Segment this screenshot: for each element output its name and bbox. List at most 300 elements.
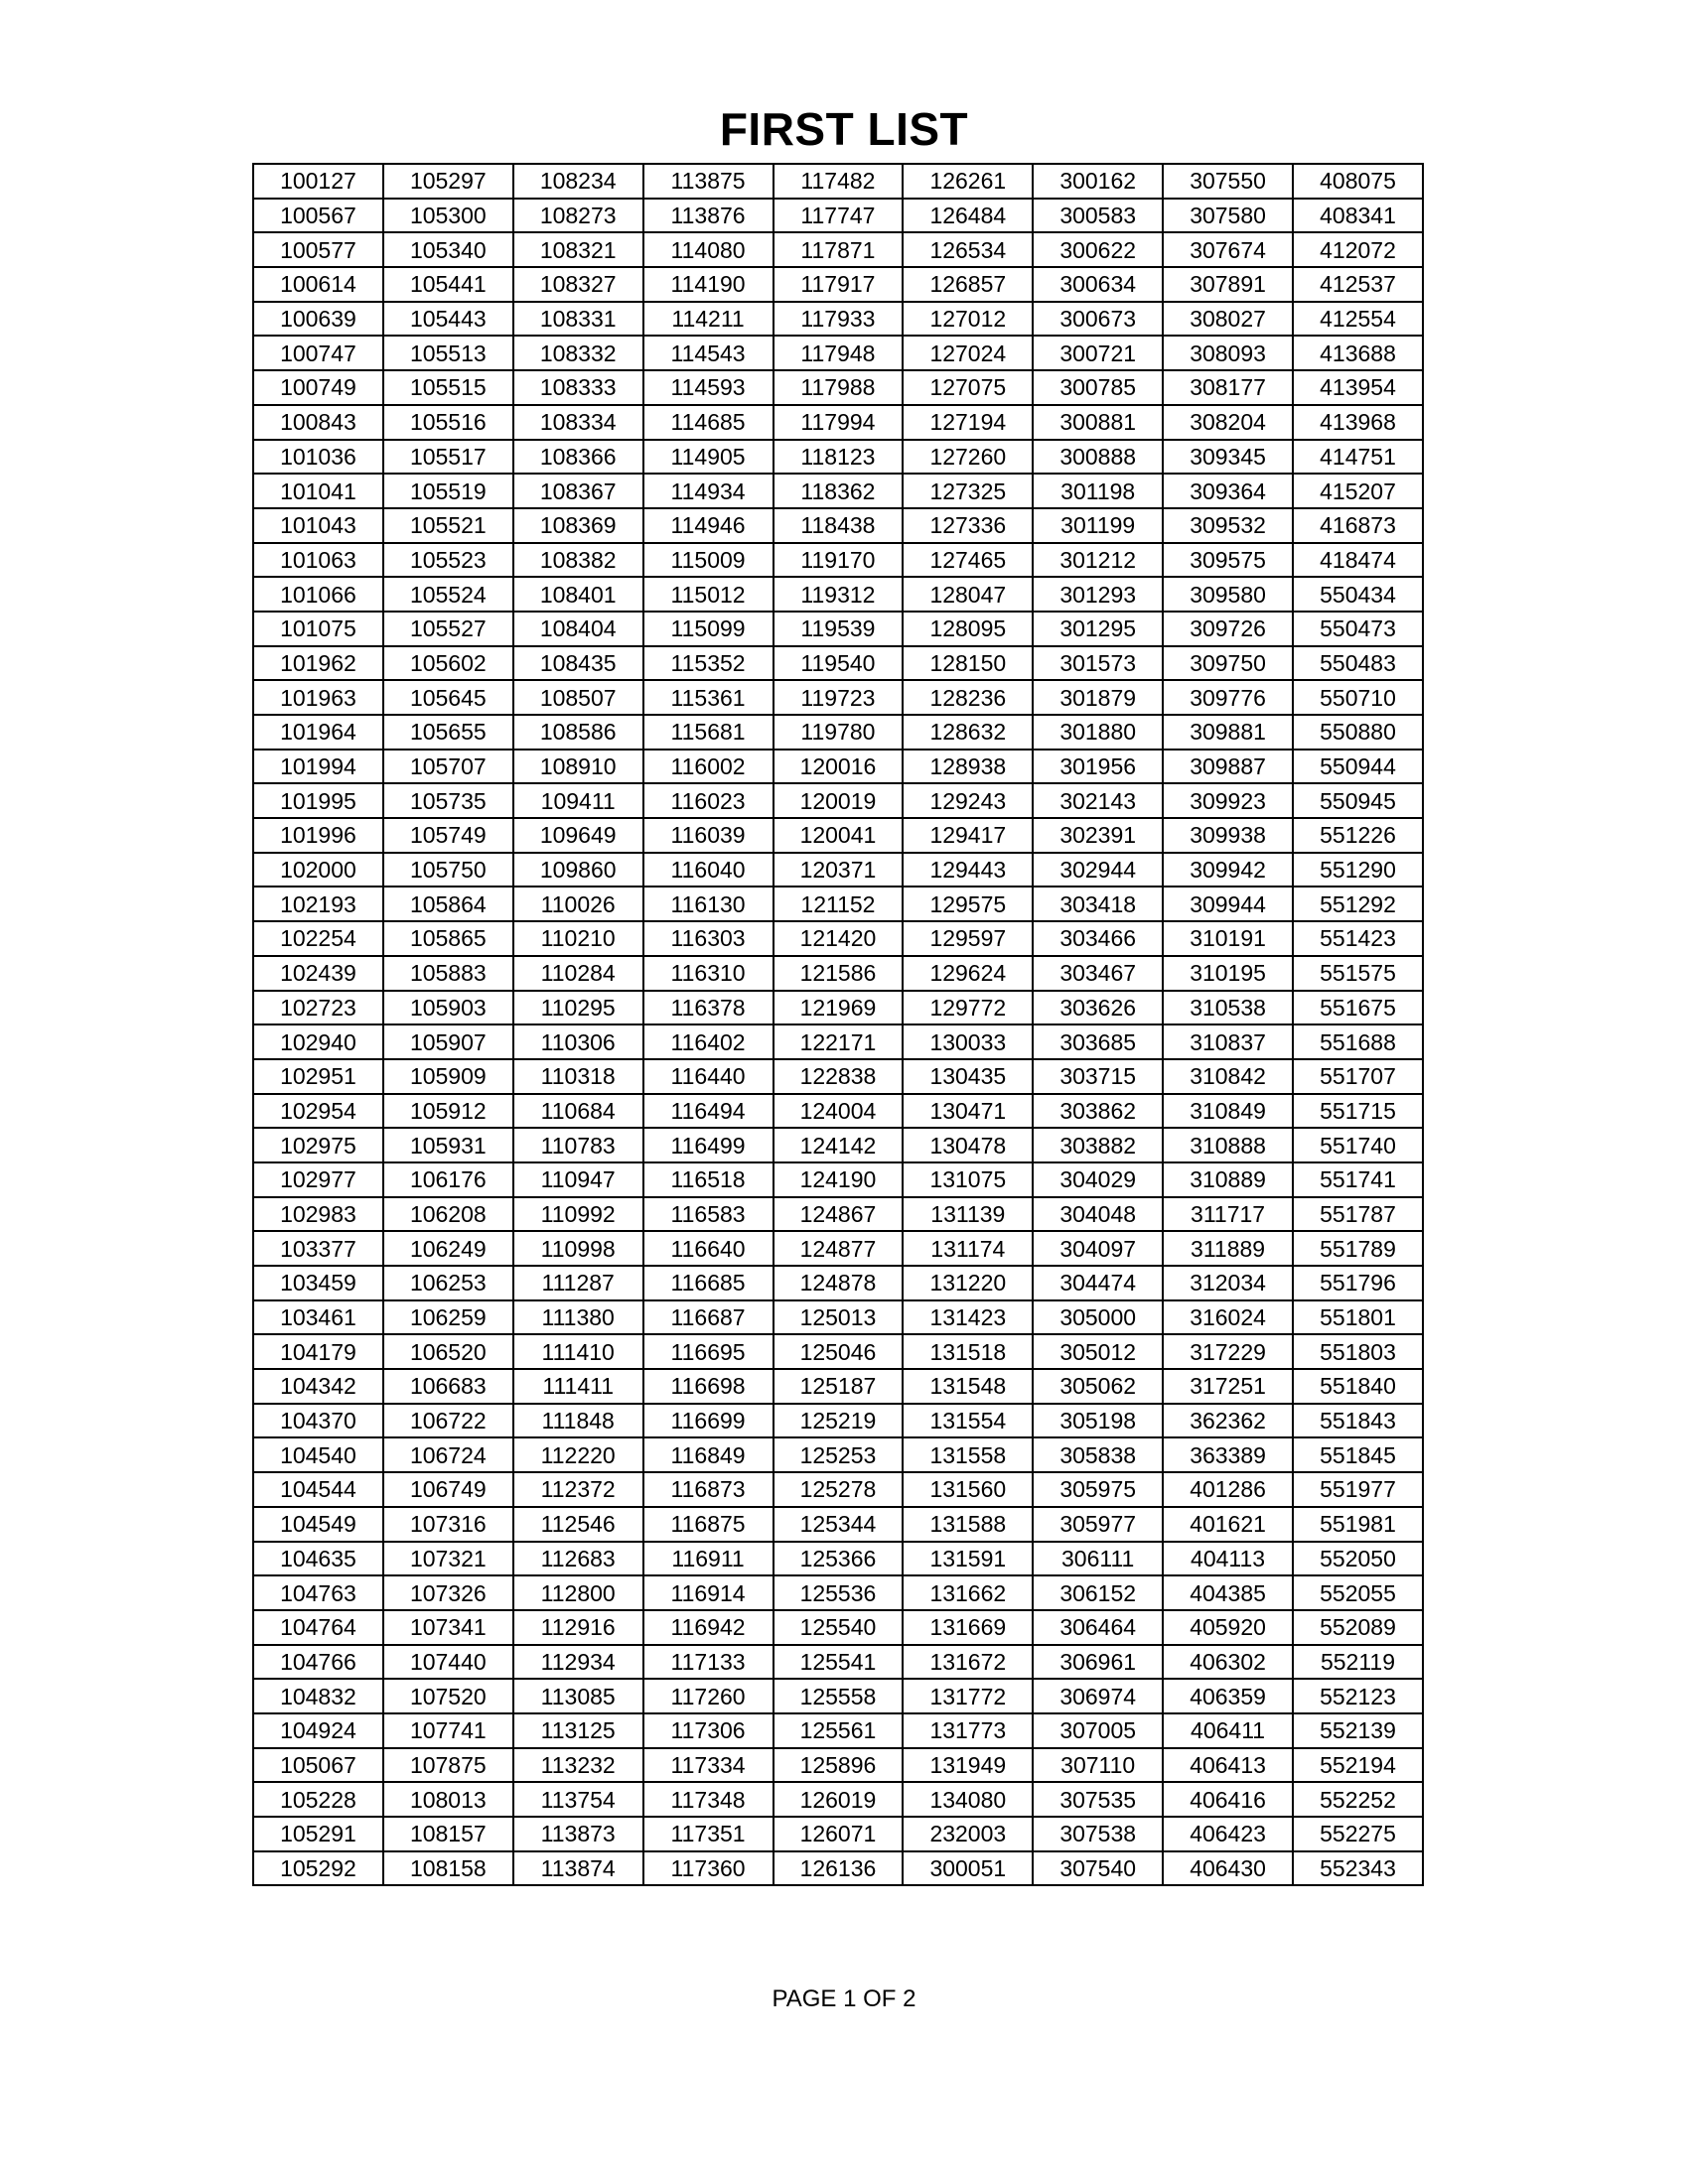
table-cell: 307580 — [1163, 199, 1293, 233]
table-cell: 101995 — [253, 783, 383, 818]
table-row — [253, 921, 1423, 956]
table-cell: 129443 — [903, 853, 1033, 887]
table-cell: 125561 — [774, 1713, 904, 1748]
table-cell: 110210 — [513, 921, 643, 956]
table-cell: 111380 — [513, 1300, 643, 1335]
table-cell: 401621 — [1163, 1507, 1293, 1542]
table-cell: 106724 — [383, 1437, 513, 1472]
table-cell: 121586 — [774, 956, 904, 991]
table-cell: 102975 — [253, 1128, 383, 1162]
table-cell: 406416 — [1163, 1782, 1293, 1817]
table-cell: 303626 — [1033, 991, 1163, 1025]
table-row — [253, 508, 1423, 543]
table-cell: 107440 — [383, 1645, 513, 1680]
table-cell: 303862 — [1033, 1094, 1163, 1129]
table-cell: 309942 — [1163, 853, 1293, 887]
table-cell: 114080 — [643, 232, 774, 267]
table-row — [253, 783, 1423, 818]
table-cell: 110998 — [513, 1231, 643, 1266]
table-cell: 551803 — [1293, 1334, 1423, 1369]
table-cell: 105300 — [383, 199, 513, 233]
table-cell: 551423 — [1293, 921, 1423, 956]
table-cell: 108366 — [513, 440, 643, 475]
table-cell: 300162 — [1033, 164, 1163, 199]
table-cell: 101994 — [253, 750, 383, 784]
table-cell: 551977 — [1293, 1472, 1423, 1507]
table-cell: 406359 — [1163, 1679, 1293, 1713]
table-cell: 104179 — [253, 1334, 383, 1369]
table-cell: 105903 — [383, 991, 513, 1025]
table-cell: 309364 — [1163, 474, 1293, 508]
table-cell: 301198 — [1033, 474, 1163, 508]
table-cell: 550880 — [1293, 715, 1423, 750]
table-cell: 125344 — [774, 1507, 904, 1542]
table-cell: 114905 — [643, 440, 774, 475]
table-cell: 552194 — [1293, 1748, 1423, 1783]
table-cell: 102954 — [253, 1094, 383, 1129]
table-cell: 307535 — [1033, 1782, 1163, 1817]
table-row — [253, 715, 1423, 750]
table-cell: 114946 — [643, 508, 774, 543]
table-cell: 309944 — [1163, 887, 1293, 921]
table-cell: 129243 — [903, 783, 1033, 818]
table-row — [253, 164, 1423, 199]
table-cell: 100127 — [253, 164, 383, 199]
table-cell: 108333 — [513, 370, 643, 405]
table-cell: 105443 — [383, 302, 513, 337]
table-cell: 110947 — [513, 1162, 643, 1197]
table-cell: 115681 — [643, 715, 774, 750]
table-cell: 404385 — [1163, 1575, 1293, 1610]
table-cell: 551715 — [1293, 1094, 1423, 1129]
table-cell: 102254 — [253, 921, 383, 956]
table-cell: 304474 — [1033, 1266, 1163, 1300]
table-cell: 232003 — [903, 1817, 1033, 1851]
table-cell: 102983 — [253, 1197, 383, 1232]
table-cell: 406423 — [1163, 1817, 1293, 1851]
table-cell: 551688 — [1293, 1024, 1423, 1059]
table-cell: 552050 — [1293, 1542, 1423, 1576]
table-cell: 104540 — [253, 1437, 383, 1472]
table-cell: 129772 — [903, 991, 1033, 1025]
table-cell: 310842 — [1163, 1059, 1293, 1094]
table-cell: 125541 — [774, 1645, 904, 1680]
table-cell: 551741 — [1293, 1162, 1423, 1197]
table-row — [253, 612, 1423, 646]
table-cell: 117334 — [643, 1748, 774, 1783]
table-cell: 310191 — [1163, 921, 1293, 956]
table-cell: 301212 — [1033, 543, 1163, 578]
table-cell: 105519 — [383, 474, 513, 508]
table-cell: 105515 — [383, 370, 513, 405]
table-cell: 126534 — [903, 232, 1033, 267]
table-cell: 114685 — [643, 405, 774, 440]
table-cell: 301295 — [1033, 612, 1163, 646]
table-cell: 111848 — [513, 1404, 643, 1438]
table-cell: 310837 — [1163, 1024, 1293, 1059]
table-cell: 105517 — [383, 440, 513, 475]
table-cell: 117306 — [643, 1713, 774, 1748]
table-cell: 309345 — [1163, 440, 1293, 475]
table-cell: 305000 — [1033, 1300, 1163, 1335]
table-row — [253, 1851, 1423, 1886]
table-cell: 552123 — [1293, 1679, 1423, 1713]
table-cell: 131949 — [903, 1748, 1033, 1783]
table-cell: 102977 — [253, 1162, 383, 1197]
table-cell: 116699 — [643, 1404, 774, 1438]
table-cell: 131554 — [903, 1404, 1033, 1438]
table-cell: 550945 — [1293, 783, 1423, 818]
table-cell: 416873 — [1293, 508, 1423, 543]
table-cell: 131518 — [903, 1334, 1033, 1369]
table-cell: 107741 — [383, 1713, 513, 1748]
table-cell: 108331 — [513, 302, 643, 337]
table-cell: 551740 — [1293, 1128, 1423, 1162]
table-cell: 300634 — [1033, 267, 1163, 302]
table-cell: 127325 — [903, 474, 1033, 508]
table-cell: 305012 — [1033, 1334, 1163, 1369]
table-cell: 131075 — [903, 1162, 1033, 1197]
table-cell: 106249 — [383, 1231, 513, 1266]
table-cell: 114190 — [643, 267, 774, 302]
table-cell: 129624 — [903, 956, 1033, 991]
table-cell: 124867 — [774, 1197, 904, 1232]
table-cell: 125013 — [774, 1300, 904, 1335]
table-row — [253, 1059, 1423, 1094]
table-cell: 116640 — [643, 1231, 774, 1266]
table-cell: 101043 — [253, 508, 383, 543]
table-cell: 125366 — [774, 1542, 904, 1576]
table-cell: 552343 — [1293, 1851, 1423, 1886]
table-cell: 301199 — [1033, 508, 1163, 543]
table-cell: 301879 — [1033, 680, 1163, 715]
table-cell: 105865 — [383, 921, 513, 956]
table-row — [253, 750, 1423, 784]
table-cell: 110318 — [513, 1059, 643, 1094]
table-cell: 131548 — [903, 1369, 1033, 1404]
table-cell: 104832 — [253, 1679, 383, 1713]
table-cell: 127012 — [903, 302, 1033, 337]
table-cell: 303685 — [1033, 1024, 1163, 1059]
table-row — [253, 1231, 1423, 1266]
table-row — [253, 440, 1423, 475]
table-cell: 404113 — [1163, 1542, 1293, 1576]
table-row — [253, 853, 1423, 887]
table-cell: 406411 — [1163, 1713, 1293, 1748]
table-cell: 113876 — [643, 199, 774, 233]
table-cell: 100577 — [253, 232, 383, 267]
table-cell: 105524 — [383, 577, 513, 612]
table-cell: 301573 — [1033, 646, 1163, 681]
table-cell: 550434 — [1293, 577, 1423, 612]
table-cell: 105907 — [383, 1024, 513, 1059]
table-cell: 112683 — [513, 1542, 643, 1576]
table-row — [253, 370, 1423, 405]
table-cell: 131139 — [903, 1197, 1033, 1232]
table-cell: 105707 — [383, 750, 513, 784]
table-cell: 102439 — [253, 956, 383, 991]
table-cell: 124877 — [774, 1231, 904, 1266]
table-cell: 106176 — [383, 1162, 513, 1197]
table-cell: 105602 — [383, 646, 513, 681]
table-cell: 300622 — [1033, 232, 1163, 267]
table-cell: 310849 — [1163, 1094, 1293, 1129]
table-cell: 131672 — [903, 1645, 1033, 1680]
table-cell: 300721 — [1033, 336, 1163, 370]
table-cell: 121420 — [774, 921, 904, 956]
table-cell: 117482 — [774, 164, 904, 199]
table-cell: 125253 — [774, 1437, 904, 1472]
table-cell: 116499 — [643, 1128, 774, 1162]
table-cell: 127075 — [903, 370, 1033, 405]
table-cell: 111410 — [513, 1334, 643, 1369]
table-cell: 117994 — [774, 405, 904, 440]
table-row — [253, 474, 1423, 508]
table-cell: 105750 — [383, 853, 513, 887]
table-cell: 105297 — [383, 164, 513, 199]
table-cell: 127024 — [903, 336, 1033, 370]
table-cell: 107520 — [383, 1679, 513, 1713]
table-cell: 309726 — [1163, 612, 1293, 646]
table-cell: 113754 — [513, 1782, 643, 1817]
table-cell: 117360 — [643, 1851, 774, 1886]
table-cell: 552089 — [1293, 1610, 1423, 1645]
table-cell: 304048 — [1033, 1197, 1163, 1232]
table-cell: 128938 — [903, 750, 1033, 784]
table-cell: 307891 — [1163, 267, 1293, 302]
table-row — [253, 1713, 1423, 1748]
table-cell: 311889 — [1163, 1231, 1293, 1266]
table-cell: 316024 — [1163, 1300, 1293, 1335]
table-cell: 303882 — [1033, 1128, 1163, 1162]
table-cell: 551840 — [1293, 1369, 1423, 1404]
table-cell: 114934 — [643, 474, 774, 508]
table-cell: 307538 — [1033, 1817, 1163, 1851]
table-cell: 406413 — [1163, 1748, 1293, 1783]
table-cell: 127194 — [903, 405, 1033, 440]
table-cell: 304029 — [1033, 1162, 1163, 1197]
table-cell: 113232 — [513, 1748, 643, 1783]
table-cell: 552139 — [1293, 1713, 1423, 1748]
table-cell: 303466 — [1033, 921, 1163, 956]
table-row — [253, 1817, 1423, 1851]
table-cell: 101063 — [253, 543, 383, 578]
table-cell: 111287 — [513, 1266, 643, 1300]
table-cell: 102000 — [253, 853, 383, 887]
table-cell: 124878 — [774, 1266, 904, 1300]
table-cell: 300888 — [1033, 440, 1163, 475]
table-cell: 120041 — [774, 818, 904, 853]
table-cell: 551707 — [1293, 1059, 1423, 1094]
table-cell: 306152 — [1033, 1575, 1163, 1610]
table-cell: 551789 — [1293, 1231, 1423, 1266]
table-cell: 109649 — [513, 818, 643, 853]
table-cell: 104635 — [253, 1542, 383, 1576]
table-row — [253, 680, 1423, 715]
table-cell: 108234 — [513, 164, 643, 199]
table-cell: 304097 — [1033, 1231, 1163, 1266]
table-cell: 108367 — [513, 474, 643, 508]
table-cell: 118362 — [774, 474, 904, 508]
table-cell: 100843 — [253, 405, 383, 440]
table-cell: 301293 — [1033, 577, 1163, 612]
table-cell: 551787 — [1293, 1197, 1423, 1232]
table-cell: 116695 — [643, 1334, 774, 1369]
table-cell: 131772 — [903, 1679, 1033, 1713]
table-cell: 106683 — [383, 1369, 513, 1404]
table-cell: 317251 — [1163, 1369, 1293, 1404]
table-cell: 119312 — [774, 577, 904, 612]
table-cell: 100747 — [253, 336, 383, 370]
table-row — [253, 1437, 1423, 1472]
table-cell: 406430 — [1163, 1851, 1293, 1886]
table-cell: 105527 — [383, 612, 513, 646]
table-cell: 300881 — [1033, 405, 1163, 440]
table-cell: 105645 — [383, 680, 513, 715]
table-cell: 101964 — [253, 715, 383, 750]
table-cell: 127260 — [903, 440, 1033, 475]
page-footer: PAGE 1 OF 2 — [772, 1985, 916, 2012]
table-cell: 308027 — [1163, 302, 1293, 337]
table-cell: 107341 — [383, 1610, 513, 1645]
table-cell: 105340 — [383, 232, 513, 267]
page-title: FIRST LIST — [719, 103, 969, 155]
table-cell: 105228 — [253, 1782, 383, 1817]
table-cell: 551981 — [1293, 1507, 1423, 1542]
table-cell: 307550 — [1163, 164, 1293, 199]
table-row — [253, 1610, 1423, 1645]
table-cell: 108404 — [513, 612, 643, 646]
table-row — [253, 267, 1423, 302]
table-cell: 131174 — [903, 1231, 1033, 1266]
table-cell: 303418 — [1033, 887, 1163, 921]
table-cell: 101962 — [253, 646, 383, 681]
table-row — [253, 1645, 1423, 1680]
table-cell: 108910 — [513, 750, 643, 784]
table-cell: 310195 — [1163, 956, 1293, 991]
table-cell: 309887 — [1163, 750, 1293, 784]
table-cell: 116685 — [643, 1266, 774, 1300]
table-cell: 113875 — [643, 164, 774, 199]
table-cell: 119723 — [774, 680, 904, 715]
table-cell: 309750 — [1163, 646, 1293, 681]
number-list-table — [252, 163, 1424, 1886]
table-body — [253, 164, 1423, 1885]
table-cell: 105067 — [253, 1748, 383, 1783]
table-cell: 551292 — [1293, 887, 1423, 921]
table-cell: 109411 — [513, 783, 643, 818]
table-cell: 108157 — [383, 1817, 513, 1851]
table-cell: 309938 — [1163, 818, 1293, 853]
table-cell: 130478 — [903, 1128, 1033, 1162]
table-cell: 131220 — [903, 1266, 1033, 1300]
table-cell: 308204 — [1163, 405, 1293, 440]
table-cell: 104549 — [253, 1507, 383, 1542]
table-cell: 101963 — [253, 680, 383, 715]
table-cell: 117747 — [774, 199, 904, 233]
table-cell: 551290 — [1293, 853, 1423, 887]
table-row — [253, 1575, 1423, 1610]
table-cell: 105883 — [383, 956, 513, 991]
table-cell: 307540 — [1033, 1851, 1163, 1886]
table-cell: 113085 — [513, 1679, 643, 1713]
table-cell: 100567 — [253, 199, 383, 233]
table-cell: 550483 — [1293, 646, 1423, 681]
table-cell: 125540 — [774, 1610, 904, 1645]
table-cell: 116942 — [643, 1610, 774, 1645]
table-cell: 406302 — [1163, 1645, 1293, 1680]
table-cell: 128632 — [903, 715, 1033, 750]
table-cell: 125896 — [774, 1748, 904, 1783]
table-cell: 110026 — [513, 887, 643, 921]
table-cell: 116698 — [643, 1369, 774, 1404]
table-cell: 129597 — [903, 921, 1033, 956]
table-cell: 104763 — [253, 1575, 383, 1610]
table-cell: 305198 — [1033, 1404, 1163, 1438]
table-cell: 126136 — [774, 1851, 904, 1886]
table-row — [253, 1334, 1423, 1369]
table-cell: 308177 — [1163, 370, 1293, 405]
table-cell: 412554 — [1293, 302, 1423, 337]
table-cell: 303715 — [1033, 1059, 1163, 1094]
table-cell: 105516 — [383, 405, 513, 440]
table-cell: 105912 — [383, 1094, 513, 1129]
table-cell: 125219 — [774, 1404, 904, 1438]
table-row — [253, 232, 1423, 267]
table-cell: 552252 — [1293, 1782, 1423, 1817]
table-cell: 116911 — [643, 1542, 774, 1576]
table-cell: 116002 — [643, 750, 774, 784]
table-cell: 112800 — [513, 1575, 643, 1610]
table-cell: 300785 — [1033, 370, 1163, 405]
table-cell: 125558 — [774, 1679, 904, 1713]
table-cell: 108273 — [513, 199, 643, 233]
table-cell: 108586 — [513, 715, 643, 750]
table-cell: 106253 — [383, 1266, 513, 1300]
table-cell: 105292 — [253, 1851, 383, 1886]
table-cell: 116687 — [643, 1300, 774, 1335]
table-cell: 130033 — [903, 1024, 1033, 1059]
table-cell: 306111 — [1033, 1542, 1163, 1576]
table-cell: 105441 — [383, 267, 513, 302]
table-cell: 300051 — [903, 1851, 1033, 1886]
table-cell: 107316 — [383, 1507, 513, 1542]
table-cell: 103377 — [253, 1231, 383, 1266]
table-cell: 104544 — [253, 1472, 383, 1507]
table-cell: 101036 — [253, 440, 383, 475]
table-cell: 131588 — [903, 1507, 1033, 1542]
table-cell: 104370 — [253, 1404, 383, 1438]
table-cell: 101066 — [253, 577, 383, 612]
table-cell: 550710 — [1293, 680, 1423, 715]
table-cell: 551675 — [1293, 991, 1423, 1025]
table-cell: 405920 — [1163, 1610, 1293, 1645]
table-cell: 110284 — [513, 956, 643, 991]
table-cell: 124004 — [774, 1094, 904, 1129]
table-cell: 117348 — [643, 1782, 774, 1817]
table-cell: 305975 — [1033, 1472, 1163, 1507]
table-row — [253, 1300, 1423, 1335]
table-cell: 301880 — [1033, 715, 1163, 750]
table-cell: 113125 — [513, 1713, 643, 1748]
table-row — [253, 302, 1423, 337]
table-cell: 116039 — [643, 818, 774, 853]
table-row — [253, 1266, 1423, 1300]
table-cell: 110684 — [513, 1094, 643, 1129]
table-cell: 134080 — [903, 1782, 1033, 1817]
table-cell: 116849 — [643, 1437, 774, 1472]
table-row — [253, 1748, 1423, 1783]
